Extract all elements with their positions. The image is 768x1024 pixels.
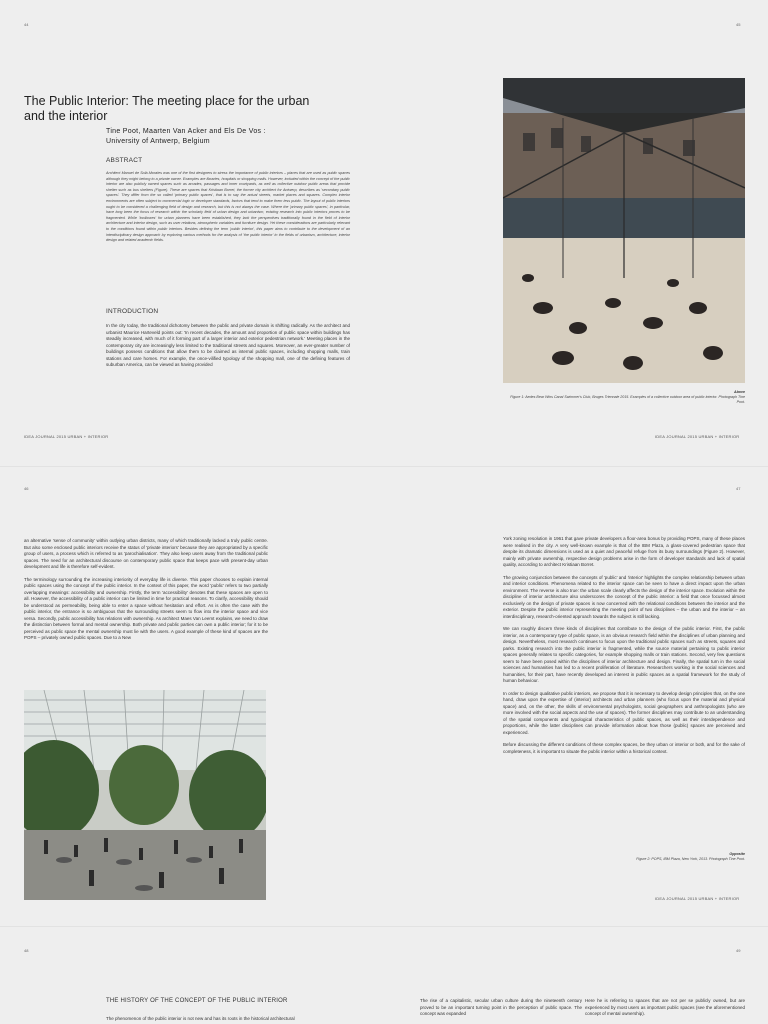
paragraph: The growing conjunction between the concepts of 'public' and 'interior' highlights the complex relationship between urban and interior conditions. Phenomena related to the interior space can be seen to have a direct impact upon the urban environment. The reverse is also true: the urban scale clearly affects the design of the interior space. Evolution within the discipline of interior architecture also underscores the concept of the public interior: a field that once focussed almost exclusively on the design of private spaces is now concerned with the relational conditions between the interior and the exterior. Despite the public interior representing the meeting point of two disciplines – the urban and the interior – an interdisciplinary, research-oriented approach towards the subject is still lacking. — [503, 574, 745, 619]
page-divider — [0, 926, 768, 927]
page-divider — [0, 466, 768, 467]
figure-2-caption — [503, 852, 745, 862]
figure-1-caption-text: Figure 1: Aedes Bear Wins Canal Swimmer's Club, Bruges Triennale 2015. Examples of a collective outdoor area of public interior. Photograph Tine Poot. — [510, 395, 745, 404]
paragraph: Here he is referring to spaces that are not per se publicly owned, but are experienced by most users as important public spaces (see the aforementioned concept of mental ownership). — [585, 998, 745, 1016]
introduction-heading: INTRODUCTION — [106, 308, 159, 315]
page-number: 45 — [736, 22, 741, 27]
introduction-text: In the city today, the traditional dichotomy between the public and private domain is shifting radically. As the architect and urbanist Maurice Harteveld points out: 'In recent decades, the amount and proportion of public space within buildings has steadily increased, with much of it forming part of a larger interior and exterior pedestrian network.' Meeting places in the contemporary city are increasingly less limited to the traditional streets and squares. Moreover, an ever-greater number of buildings possess conditions that allow them to be claimed as internal public spaces, including shopping malls, train stations and care homes. For example, the once-vilified typology of the shopping mall, one of the defining features of suburban America, can be viewed as having provided — [106, 323, 350, 367]
page-number: 44 — [24, 22, 29, 27]
figure-2-caption-text: Figure 2: POPS, IBM Plaza, New York, 2013. Photograph Tine Poot. — [636, 857, 745, 861]
paragraph: We can roughly discern three kinds of disciplines that contribute to the design of the public interior. First, the public interior, as a contemporary type of public space, is an obvious research field within the disciplines of urban planning and design. Nevertheless, most research continues to focus upon the traditional public spaces such as streets, squares and parks. Existing research into the public interior is fragmented, while the source material pertaining to public interior spaces generally relates to specific categories, for example shopping malls or train stations. Second, very few questions seem to have been posed within the disciplines of interior architecture and design. Finally, the spatial turn in the social sciences and humanities has led to a recent proliferation of literature. Researchers working in the social sciences and humanities, for their part, have recently developed an interest in public spaces as a spatial framework for the study of human behaviour. — [503, 626, 745, 683]
paragraph: The phenomenon of the public interior is not new and has its roots in the historical architectural — [106, 1016, 295, 1021]
page-number: 48 — [24, 948, 29, 953]
abstract-heading: ABSTRACT — [106, 157, 143, 164]
affiliation: University of Antwerp, Belgium — [106, 138, 210, 145]
paragraph: Before discussing the different conditions of these complex spaces, be they urban or interior or both, and for the sake of completeness, it is important to situate the public interior within a historical context. — [503, 742, 745, 754]
figure-1-photo — [503, 78, 745, 383]
author-block — [106, 127, 306, 147]
page-number: 46 — [24, 486, 29, 491]
figure-2-label: Opposite — [729, 852, 745, 856]
footer: IDEA JOURNAL 2015 URBAN + INTERIOR — [655, 434, 740, 439]
paragraph: an alternative 'sense of community' within outlying urban districts, many of which traditionally lacked a truly public centre. But also some enclosed public interiors receive the status of 'private interiors' because they are appropriated by a specific group of users, a process which is referred to as 'parochialisation'. They also keep users away from the traditional public spaces. The need for an architectural discourse on contemporary public space that keeps pace with present-day urban development and life is therefore self-evident. — [24, 538, 268, 569]
page-number: 49 — [736, 948, 741, 953]
figure-2-photo — [24, 690, 266, 900]
abstract-text: Architect Manuel de Solà-Morales was one of the first designers to stress the importance of public interiors – places that are used as public spaces although they might belong to a private owner. Examples are libraries, hospitals or shopping malls. However, included within the concept of the public interior are also publicly owned spaces such as arcades, passages and inner courtyards, as well as collective outdoor public areas that provide shelter such as bus shelters (Figure). These are spaces that Kristiaan Borret, the former city architect for Antwerp, describes as 'secondary public spaces'. They differ from the so called 'primary public spaces', that is to say the actual streets, market places and squares. Complex interior environments are often subject to commercial logic or developer standards, factors that tend to make them less public. The layout of public interiors ought to be considered a challenging field of design and research, but this is not always the case. Where the 'primary public spaces', in particular, have long been the focus of research within the scholarly field of urban design and urbanism, existing research into public interiors proves to be fragmented. While 'toolboxes' for urban planners have been established, they lack the perspectives traditionally found in the field of interior architecture and interior design, such as user relations, atmospheric variables and furniture design. Yet these considerations are particularly relevant to the conditions found within public interiors. Besides defining the term 'public interior', this paper aims to contribute to the development of an interdisciplinary design approach by exploring various methods for the analysis of 'the public interior' in the fields of urbanism, architecture, interior design and related academic fields. — [106, 171, 350, 243]
paragraph: In order to design qualitative public interiors, we propose that it is necessary to develop design principles that, on the one hand, draw upon the expertise of (interior) architects and urban planners (who focus upon the material and physical space) and, on the other, the skills of environmental psychologists, social geographers and anthropologists (who are more involved with the social aspects and the use of spaces). The former disciplines may contribute to an understanding of the spatial components and typological characteristics of public spaces, as well as their interdependence and proportions, while the latter disciplines can provide information about how those (public) spaces are perceived and experienced. — [503, 690, 745, 735]
footer: IDEA JOURNAL 2015 URBAN + INTERIOR — [655, 896, 740, 901]
figure-1-label: Above — [734, 390, 745, 394]
paper-title: The Public Interior: The meeting place for the urban and the interior — [24, 94, 310, 123]
paragraph: The rise of a capitalistic, secular urban culture during the nineteenth century proved to be an important turning point in the perception of public space. The concept was expanded — [420, 998, 582, 1016]
figure-1-caption — [503, 390, 745, 405]
authors: Tine Poot, Maarten Van Acker and Els De Vos : — [106, 128, 266, 135]
paragraph: York zoning resolution in 1961 that gave private developers a floor-area bonus by providing POPS, many of these places were realised in the city. A very well-known example is that of the IBM Plaza, a glass-covered pedestrian space that despite its dramatic dimensions is used as a quiet and peaceful refuge from its busy surroundings (Figure 2). However, mainly with private ownership, respective design problems arise in the form of developer standards and lack of spatial quality, according to architect Kristiaan Borret. — [503, 536, 745, 567]
paragraph: The terminology surrounding the increasing interiority of everyday life is diverse. This paper chooses to explain internal public spaces using the concept of the public interior. In the context of this paper, the word 'public' refers to two partially overlapping meanings: accessibility and ownership. Firstly, the term 'accessibility' denotes that these spaces are open to all. However, the accessibility of a public interior can be limited in time for practical reasons. To clarify, accessibility should be understood as permeability, being able to enter a space without hesitation and effort. As is often the case with the public interior, the entrance is so ambiguous that the surrounding streets seem to flow into the interior space and vice versa. Secondly, public accessibility has relations with ownership. As architect Maes Van Leemt explains, we need to draw the distinction between formal and mental ownership. Both private and public parties can own a public interior; for it to be perceived as public space the mental ownership must lie with the users. A good example of these kind of spaces are the POPS – privately owned public spaces. Due to a New — [24, 576, 268, 640]
footer: IDEA JOURNAL 2015 URBAN + INTERIOR — [24, 434, 109, 439]
page-2-left-column — [24, 538, 268, 642]
section-heading: THE HISTORY OF THE CONCEPT OF THE PUBLIC INTERIOR — [106, 998, 288, 1004]
page-number: 47 — [736, 486, 741, 491]
page-2-right-column — [503, 536, 745, 755]
